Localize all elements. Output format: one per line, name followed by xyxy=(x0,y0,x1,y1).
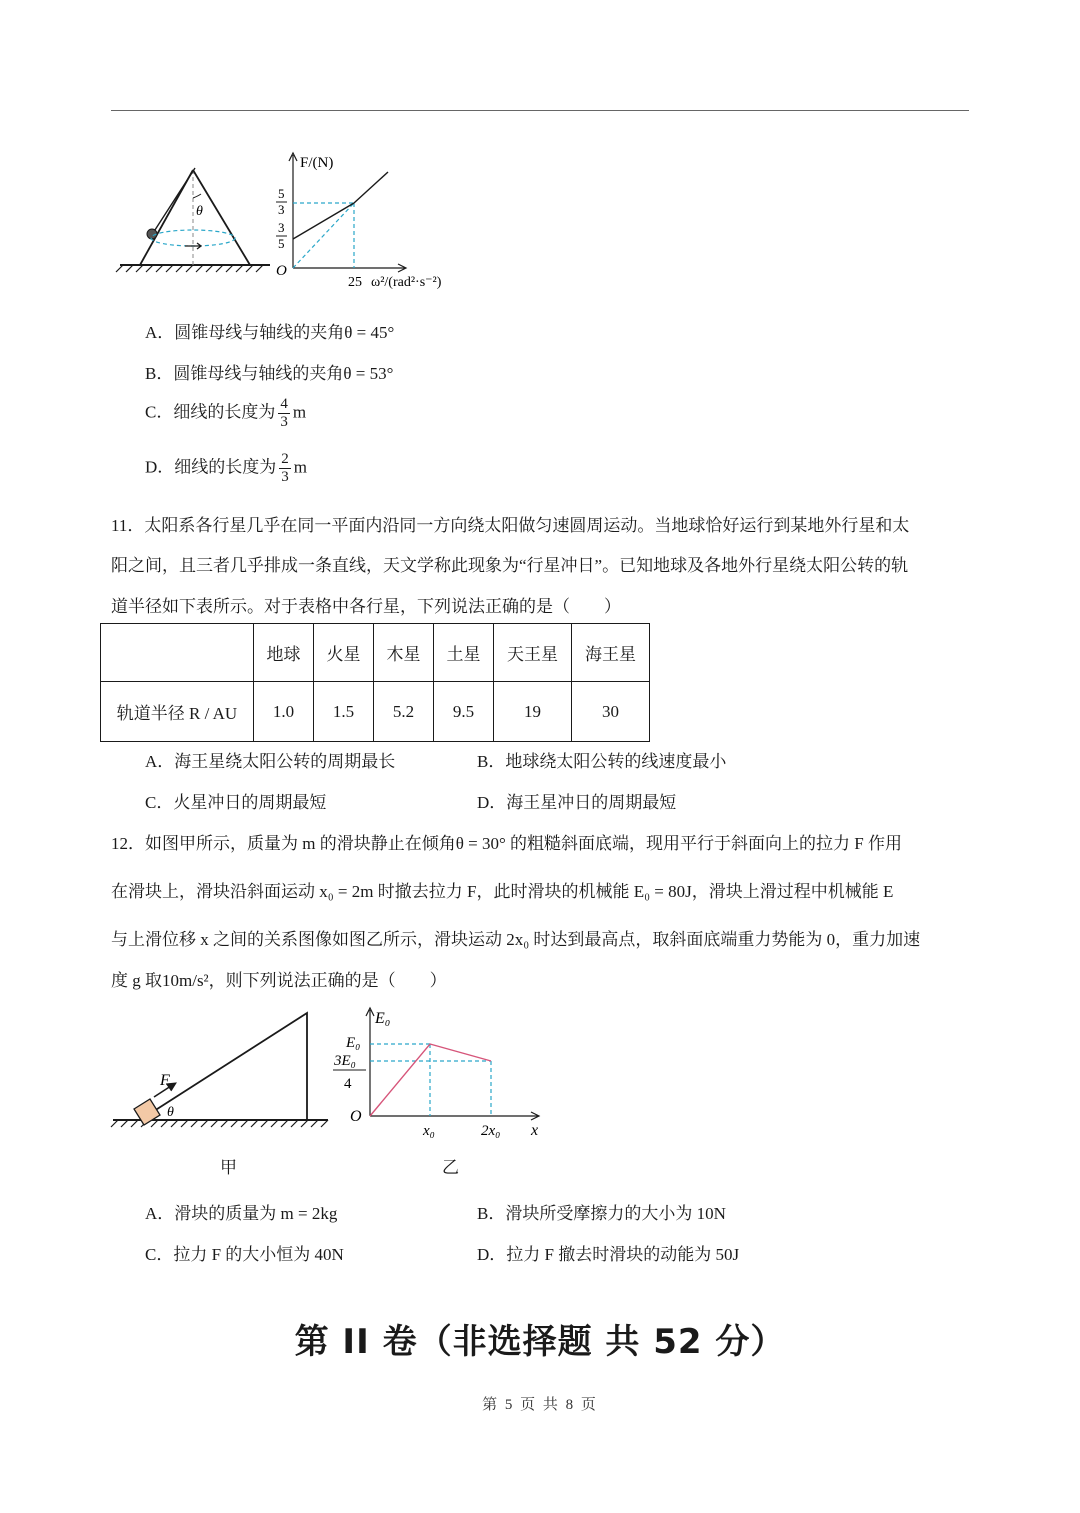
section-title: 第 II 卷（非选择题 共 52 分） xyxy=(294,1322,786,1362)
q11-option-d: D．海王星冲日的周期最短 xyxy=(477,793,677,812)
q10-option-b: B．圆锥母线与轴线的夹角θ = 53° xyxy=(145,364,394,383)
x-tick-25: 25 xyxy=(348,275,362,290)
page-footer: 第 5 页 共 8 页 xyxy=(482,1397,598,1413)
table-cell: 5.2 xyxy=(374,682,434,742)
table-header-cell: 土星 xyxy=(434,624,494,682)
q11-option-b: B．地球绕太阳公转的线速度最小 xyxy=(477,752,727,771)
force-label: F xyxy=(160,1072,170,1089)
table-cell: 30 xyxy=(572,682,650,742)
q12-option-b: B．滑块所受摩擦力的大小为 10N xyxy=(477,1204,726,1223)
angle-label: θ xyxy=(167,1105,174,1120)
q12-line-1: 12．如图甲所示，质量为 m 的滑块静止在倾角θ = 30° 的粗糙斜面底端，现用平行于斜面向上的拉力 F 作用 xyxy=(111,834,902,853)
line-segment-1 xyxy=(293,203,354,239)
q11-option-a: A．海王星绕太阳公转的周期最长 xyxy=(145,752,396,771)
q11-line-1: 11．太阳系各行星几乎在同一平面内沿同一方向绕太阳做匀速圆周运动。当地球恰好运行到某地外行星和太 xyxy=(111,516,910,535)
table-header-cell: 地球 xyxy=(254,624,314,682)
header-rule xyxy=(111,110,969,111)
table-header-cell: 木星 xyxy=(374,624,434,682)
dashed-extension-line xyxy=(293,203,354,268)
table-cell: 1.0 xyxy=(254,682,314,742)
q12-line-3: 与上滑位移 x 之间的关系图像如图乙所示，滑块运动 2x₀ 时达到最高点，取斜面底端重力势能为 0，重力加速 xyxy=(111,930,921,949)
table-corner-cell xyxy=(101,624,254,682)
svg-text:5: 5 xyxy=(278,236,285,251)
q11-line-3: 道半径如下表所示。对于表格中各行星，下列说法正确的是（ ） xyxy=(111,597,621,616)
energy-displacement-graph xyxy=(330,1003,555,1143)
x-tick-2x0: 2x₀ xyxy=(481,1123,501,1139)
y-tick-e0: E₀ xyxy=(346,1035,361,1051)
svg-text:3: 3 xyxy=(278,202,285,217)
table-row xyxy=(101,682,650,742)
y-axis-label: F/(N) xyxy=(300,155,334,171)
q10-option-c: C．细线的长度为 $\frac{4}{3}$ m xyxy=(145,396,307,430)
svg-text:3E₀: 3E₀ xyxy=(334,1053,356,1069)
table-cell: 9.5 xyxy=(434,682,494,742)
q12-option-c: C．拉力 F 的大小恒为 40N xyxy=(145,1245,344,1264)
y-tick-three-quarter xyxy=(333,1053,366,1092)
cone-pendulum-figure xyxy=(115,150,275,275)
q12-line-4: 度 g 取10m/s²，则下列说法正确的是（ ） xyxy=(111,971,447,990)
x-axis-label: x xyxy=(531,1122,539,1139)
table-header-cell: 海王星 xyxy=(572,624,650,682)
table-header-cell: 火星 xyxy=(314,624,374,682)
figure-caption-yi: 乙 xyxy=(442,1158,459,1177)
svg-text:5: 5 xyxy=(278,186,285,201)
svg-text:3: 3 xyxy=(278,220,285,235)
y-tick-lower xyxy=(276,220,287,251)
string-line xyxy=(153,168,195,233)
q11-option-c: C．火星冲日的周期最短 xyxy=(145,793,327,812)
q10-option-a: A．圆锥母线与轴线的夹角θ = 45° xyxy=(145,323,395,342)
table-row-label: 轨道半径 R / AU xyxy=(101,682,254,742)
table-cell: 1.5 xyxy=(314,682,374,742)
svg-text:4: 4 xyxy=(344,1076,352,1092)
q12-option-d: D．拉力 F 撤去时滑块的动能为 50J xyxy=(477,1245,740,1264)
origin-label: O xyxy=(350,1108,362,1125)
figure-caption-jia: 甲 xyxy=(220,1158,237,1177)
incline-figure xyxy=(110,1005,335,1135)
q12-line-2: 在滑块上，滑块沿斜面运动 x₀ = 2m 时撤去拉力 F，此时滑块的机械能 E₀ = 80J，滑块上滑过程中机械能 E xyxy=(111,882,894,901)
table-cell: 19 xyxy=(494,682,572,742)
x-axis-label: ω²/(rad²·s⁻²) xyxy=(371,275,442,290)
y-tick-upper xyxy=(276,186,287,217)
line-segment-2 xyxy=(354,172,388,203)
y-axis-label: E₀ xyxy=(375,1010,391,1027)
theta-label: θ xyxy=(196,204,203,219)
table-header-row xyxy=(101,624,650,682)
q10-option-d: D．细线的长度为 $\frac{2}{3}$ m xyxy=(145,451,308,485)
table-header-cell: 天王星 xyxy=(494,624,572,682)
origin-label: O xyxy=(276,263,287,279)
x-tick-x0: x₀ xyxy=(423,1123,435,1139)
force-omega-graph xyxy=(270,150,470,295)
q11-line-2: 阳之间，且三者几乎排成一条直线，天文学称此现象为“行星冲日”。已知地球及各地外行星绕太阳公转的轨 xyxy=(111,556,909,575)
orbit-radius-table xyxy=(100,623,650,742)
incline-triangle xyxy=(140,1013,307,1120)
q12-option-a: A．滑块的质量为 m = 2kg xyxy=(145,1204,338,1223)
